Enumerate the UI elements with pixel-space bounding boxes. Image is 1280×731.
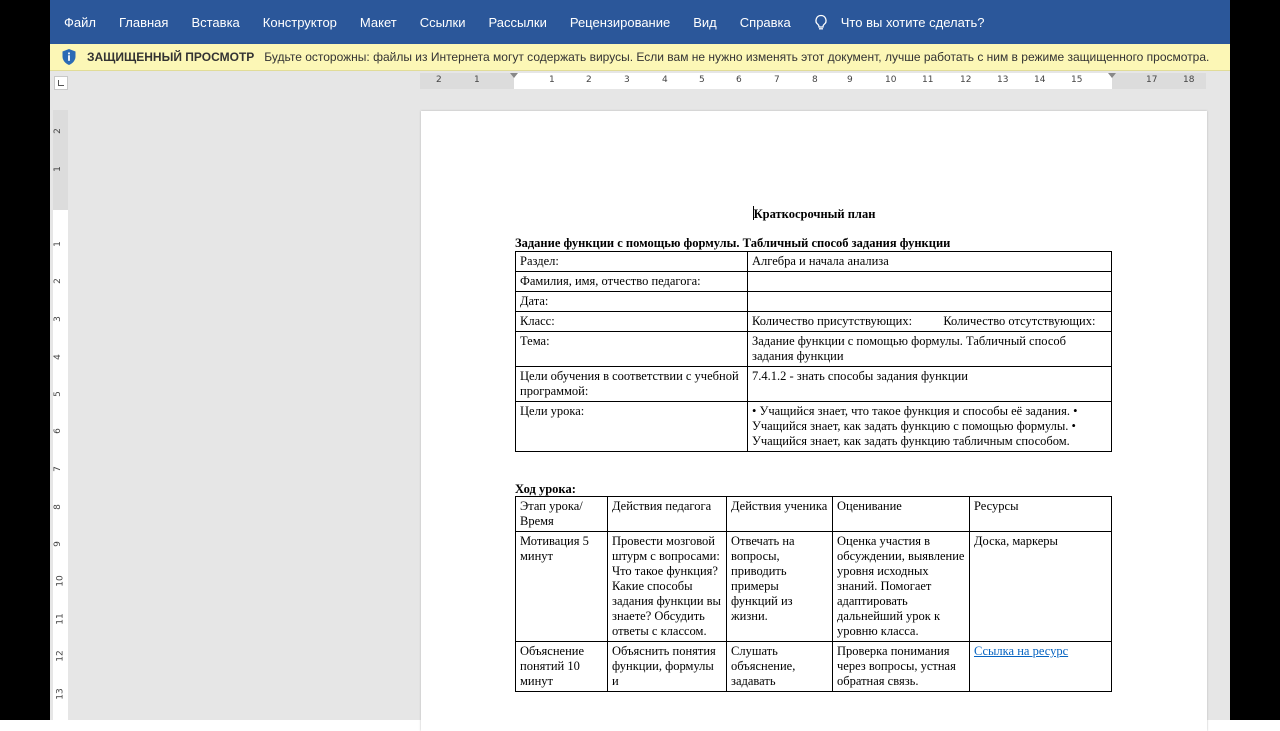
ruler-label: 8 bbox=[812, 75, 818, 85]
table-row bbox=[516, 272, 1112, 292]
menu-layout[interactable]: Макет bbox=[359, 14, 397, 30]
table-header-cell[interactable]: Ресурсы bbox=[970, 497, 1112, 532]
document-title bbox=[421, 206, 1207, 222]
menu-view[interactable]: Вид bbox=[693, 14, 717, 30]
ruler-label: 2 bbox=[436, 75, 442, 85]
ruler-label: 12 bbox=[55, 650, 66, 662]
table-cell[interactable]: Количество присутствующих: Количество отсутствующих: bbox=[748, 312, 1112, 332]
ruler-label: 2 bbox=[52, 278, 63, 284]
table-cell bbox=[970, 642, 1112, 692]
table-cell[interactable]: Цели обучения в соответствии с учебной программой: bbox=[516, 367, 748, 402]
table-cell[interactable]: Алгебра и начала анализа bbox=[748, 252, 1112, 272]
ruler-label: 11 bbox=[55, 613, 66, 625]
menu-bar bbox=[50, 0, 1230, 44]
ruler-label: 12 bbox=[960, 75, 972, 85]
ruler-label: 9 bbox=[52, 541, 63, 547]
table-header-cell[interactable]: Действия ученика bbox=[727, 497, 833, 532]
table-cell[interactable]: Цели урока: bbox=[516, 402, 748, 452]
table-row bbox=[516, 642, 1112, 692]
table-cell[interactable]: Мотивация 5 минут bbox=[516, 532, 608, 642]
table-cell[interactable]: Объяснить понятия функции, формулы и bbox=[608, 642, 727, 692]
table-cell[interactable]: Оценка участия в обсуждении, выявление уровня исходных знаний. Помогает адаптировать дальнейший урок к уровню класса. bbox=[833, 532, 970, 642]
table-row bbox=[516, 402, 1112, 452]
ruler-label: 13 bbox=[997, 75, 1009, 85]
ruler-label: 8 bbox=[52, 504, 63, 510]
table-cell[interactable]: Объяснение понятий 10 минут bbox=[516, 642, 608, 692]
ruler-label: 4 bbox=[662, 75, 668, 85]
protected-view-message: Будьте осторожны: файлы из Интернета могут содержать вирусы. Если вам не нужно изменять этот документ, лучше работать с ним в режиме защищенного просмотра. bbox=[264, 50, 1210, 64]
menu-design[interactable]: Конструктор bbox=[262, 14, 337, 30]
lightbulb-icon bbox=[814, 14, 828, 30]
ruler-label: 10 bbox=[55, 575, 66, 587]
table-cell[interactable]: Провести мозговой штурм с вопросами: Что такое функция? Какие способы задания функции вы знаете? Обсудить ответы с классом. bbox=[608, 532, 727, 642]
menu-references[interactable]: Ссылки bbox=[419, 14, 466, 30]
ruler-label: 6 bbox=[736, 75, 742, 85]
document-title-text: Краткосрочный план bbox=[753, 207, 876, 221]
tell-me-box[interactable] bbox=[814, 14, 985, 30]
table-row bbox=[516, 312, 1112, 332]
table-row bbox=[516, 332, 1112, 367]
screen-edge-left bbox=[0, 0, 50, 720]
ruler-label: 17 bbox=[1146, 75, 1158, 85]
document-page[interactable] bbox=[421, 111, 1207, 731]
table-cell[interactable]: Класс: bbox=[516, 312, 748, 332]
vertical-ruler[interactable] bbox=[53, 110, 68, 720]
ruler-label: 9 bbox=[847, 75, 853, 85]
table-cell[interactable]: Раздел: bbox=[516, 252, 748, 272]
menu-file[interactable]: Файл bbox=[64, 14, 96, 30]
info-table bbox=[515, 251, 1112, 452]
table-cell[interactable]: Тема: bbox=[516, 332, 748, 367]
ruler-label: 4 bbox=[52, 354, 63, 360]
table-cell[interactable]: Слушать объяснение, задавать bbox=[727, 642, 833, 692]
table-cell[interactable]: Проверка понимания через вопросы, устная обратная связь. bbox=[833, 642, 970, 692]
table-row bbox=[516, 367, 1112, 402]
protected-view-title: ЗАЩИЩЕННЫЙ ПРОСМОТР bbox=[87, 50, 255, 64]
table-cell[interactable]: Доска, маркеры bbox=[970, 532, 1112, 642]
ruler-label: 1 bbox=[52, 166, 63, 172]
menu-review[interactable]: Рецензирование bbox=[569, 14, 671, 30]
ruler-label: 11 bbox=[922, 75, 934, 85]
ruler-label: 3 bbox=[624, 75, 630, 85]
protected-view-bar bbox=[50, 44, 1230, 71]
ruler-label: 2 bbox=[52, 128, 63, 134]
ruler-label: 6 bbox=[52, 428, 63, 434]
first-line-indent-marker[interactable] bbox=[510, 73, 518, 78]
resource-link[interactable]: Ссылка на ресурс bbox=[974, 644, 1069, 658]
table-cell[interactable] bbox=[748, 292, 1112, 312]
lesson-heading: Ход урока: bbox=[515, 482, 576, 496]
ruler-label: 3 bbox=[52, 316, 63, 322]
ruler-label: 1 bbox=[549, 75, 555, 85]
table-row bbox=[516, 532, 1112, 642]
ruler-label: 7 bbox=[52, 466, 63, 472]
ruler-label: 10 bbox=[885, 75, 897, 85]
ruler-label: 5 bbox=[699, 75, 705, 85]
ruler-label: 18 bbox=[1183, 75, 1195, 85]
ruler-label: 1 bbox=[52, 241, 63, 247]
document-subtitle: Задание функции с помощью формулы. Табличный способ задания функции bbox=[515, 236, 951, 250]
table-cell[interactable]: 7.4.1.2 - знать способы задания функции bbox=[748, 367, 1112, 402]
lesson-table bbox=[515, 496, 1112, 692]
tell-me-label: Что вы хотите сделать? bbox=[840, 14, 985, 30]
table-cell[interactable]: Задание функции с помощью формулы. Табличный способ задания функции bbox=[748, 332, 1112, 367]
menu-insert[interactable]: Вставка bbox=[191, 14, 240, 30]
table-header-cell[interactable]: Оценивание bbox=[833, 497, 970, 532]
table-cell[interactable] bbox=[748, 272, 1112, 292]
table-cell[interactable]: • Учащийся знает, что такое функция и способы её задания. • Учащийся знает, как задать функцию с помощью формулы. • Учащийся знает, как задать функцию табличным способом. bbox=[748, 402, 1112, 452]
ruler-label: 1 bbox=[474, 75, 480, 85]
table-cell[interactable]: Фамилия, имя, отчество педагога: bbox=[516, 272, 748, 292]
table-row bbox=[516, 252, 1112, 272]
ruler-label: 7 bbox=[774, 75, 780, 85]
menu-mailings[interactable]: Рассылки bbox=[488, 14, 547, 30]
menu-help[interactable]: Справка bbox=[739, 14, 791, 30]
ruler-margin-area bbox=[53, 110, 68, 210]
ruler-label: 15 bbox=[1071, 75, 1083, 85]
table-row bbox=[516, 292, 1112, 312]
table-header-cell[interactable]: Действия педагога bbox=[608, 497, 727, 532]
ruler-label: 2 bbox=[586, 75, 592, 85]
table-header-row bbox=[516, 497, 1112, 532]
table-header-cell[interactable]: Этап урока/ Время bbox=[516, 497, 608, 532]
screen-edge-right bbox=[1230, 0, 1280, 720]
table-cell[interactable]: Дата: bbox=[516, 292, 748, 312]
ruler-label: 13 bbox=[55, 688, 66, 700]
right-indent-marker[interactable] bbox=[1108, 73, 1116, 78]
ruler-label: 5 bbox=[52, 391, 63, 397]
table-cell[interactable]: Отвечать на вопросы, приводить примеры функций из жизни. bbox=[727, 532, 833, 642]
horizontal-ruler[interactable] bbox=[420, 73, 1206, 89]
tab-stop-selector[interactable] bbox=[54, 76, 68, 90]
shield-icon bbox=[61, 48, 77, 66]
menu-home[interactable]: Главная bbox=[118, 14, 169, 30]
ruler-label: 14 bbox=[1034, 75, 1046, 85]
